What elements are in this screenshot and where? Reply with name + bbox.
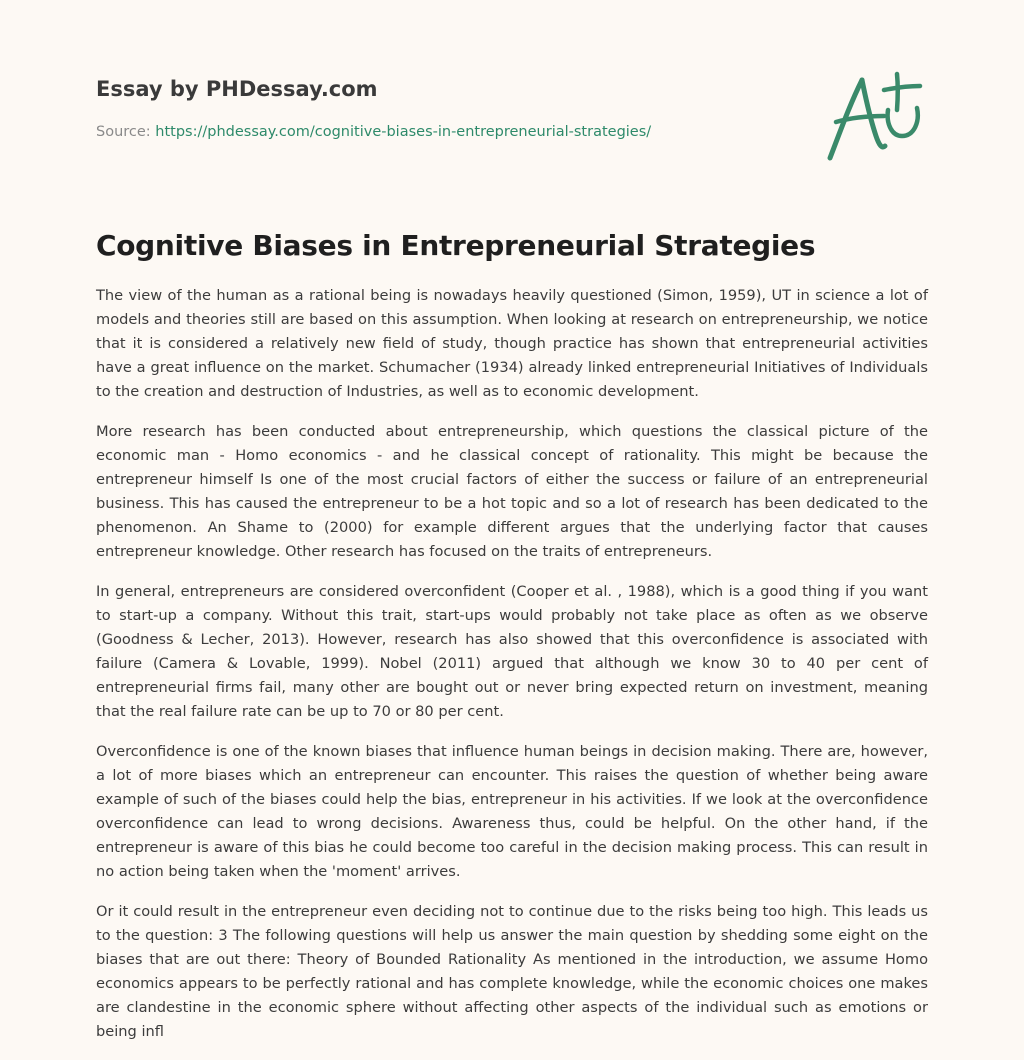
paragraph: Overconfidence is one of the known biases that influence human beings in decision making. There are, however, a lot of more biases which an entrepreneur can encounter. This raises the question of whether being aware example of such of the biases could help the bias, entrepreneur in his activities. If we look at the overconfidence overconfidence can lead to wrong decisions. Awareness thus, could be helpful. On the other hand, if the entrepreneur is aware of this bias he could become too careful in the decision making process. This can result in no action being taken when the 'moment' arrives. [96,743,928,880]
a-plus-grade-icon [822,66,930,166]
paragraph: Or it could result in the entrepreneur even deciding not to continue due to the risks being too high. This leads us to the question: 3 The following questions will help us answer the main question by shedding some eight on the biases that are out there: Theory of Bounded Rationality As mentioned in the introduction, we assume Homo economics appears to be perfectly rational and has complete knowledge, while the economic choices one makes are clandestine in the economic sphere without affecting other aspects of the individual such as emotions or being infl [96,903,928,1040]
paragraph: The view of the human as a rational being is nowadays heavily questioned (Simon, 1959), UT in science a lot of models and theories still are based on this assumption. When looking at research on entrepreneurship, we notice that it is considered a relatively new field of study, though practice has shown that entrepreneurial activities have a great influence on the market. Schumacher (1934) already linked entrepreneurial Initiatives of Individuals to the creation and destruction of Industries, as well as to economic development. [96,287,928,400]
article-body [96,284,928,1060]
paragraph: In general, entrepreneurs are considered overconfident (Cooper et al. , 1988), which is a good thing if you want to start-up a company. Without this trait, start-ups would probably not take place as often as we observe (Goodness & Lecher, 2013). However, research has also showed that this overconfidence is associated with failure (Camera & Lovable, 1999). Nobel (2011) argued that although we know 30 to 40 per cent of entrepreneurial firms fail, many other are bought out or never bring expected return on investment, meaning that the real failure rate can be up to 70 or 80 per cent. [96,583,928,720]
paragraph: More research has been conducted about entrepreneurship, which questions the classical picture of the economic man - Homo economics - and he classical concept of rationality. This might be because the entrepreneur himself Is one of the most crucial factors of either the success or failure of an entrepreneurial business. This has caused the entrepreneur to be a hot topic and so a lot of research has been dedicated to the phenomenon. An Shame to (2000) for example different argues that the underlying factor that causes entrepreneur knowledge. Other research has focused on the traits of entrepreneurs. [96,423,928,560]
source-line [96,122,696,142]
brand-title: Essay by PHDessay.com [96,77,378,101]
article-title: Cognitive Biases in Entrepreneurial Strategies [96,229,816,262]
essay-header [96,74,696,142]
source-link[interactable]: https://phdessay.com/cognitive-biases-in-entrepreneurial-strategies/ [155,124,652,140]
source-label: Source: [96,124,156,140]
